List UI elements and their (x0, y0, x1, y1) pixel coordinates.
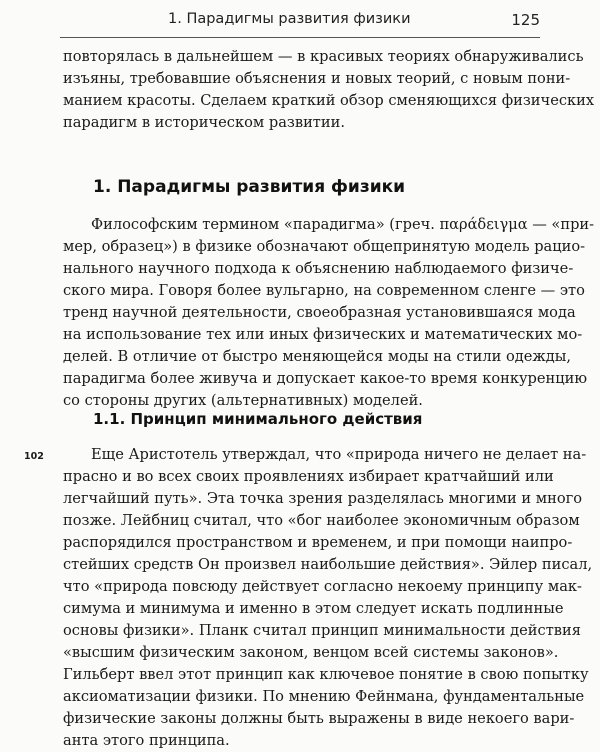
section-heading: 1. Парадигмы развития физики (93, 177, 406, 197)
text-line: симума и минимума и именно в этом следует искать подлинные (63, 600, 564, 617)
text-line: парадигм в историческом развитии. (63, 114, 345, 131)
text-line: на использование тех или иных физических и математических мо- (63, 326, 583, 343)
section-paragraph (63, 214, 595, 412)
text-line: легчайший путь». Эта точка зрения разделялась многими и много (63, 490, 583, 507)
text-line: ского мира. Говоря более вульгарно, на современном сленге — это (63, 282, 585, 299)
subsection-heading: 1.1. Принцип минимального действия (93, 410, 423, 428)
text-line: мер, образец») в физике обозначают общепринятую модель рацио- (63, 238, 586, 255)
text-line: тренд научной деятельности, своеобразная установившаяся мода (63, 304, 576, 321)
text-line: Еще Аристотель утверждал, что «природа ничего не делает на- (91, 446, 587, 463)
text-line: парадигма более живуча и допускает какое-то время конкуренцию (63, 370, 588, 387)
text-line: Гильберт ввел этот принцип как ключевое понятие в свою попытку (63, 666, 589, 683)
running-header (60, 11, 540, 33)
subsection-paragraph (63, 444, 593, 752)
page-number: 125 (511, 11, 540, 29)
text-line: стейших средств Он произвел наибольшие действия». Эйлер писал, (63, 556, 593, 573)
text-line: основы физики». Планк считал принцип минимальности действия (63, 622, 581, 639)
text-line: со стороны других (альтернативных) моделей. (63, 392, 423, 409)
text-line: физические законы должны быть выражены в виде некоего вари- (63, 710, 575, 727)
text-line: распорядился пространством и временем, и при помощи наипро- (63, 534, 573, 551)
text-line: нального научного подхода к объяснению наблюдаемого физиче- (63, 260, 574, 277)
text-line: анта этого принципа. (63, 732, 230, 749)
text-line: аксиоматизации физики. По мнению Фейнмана, фундаментальные (63, 688, 585, 705)
text-line: «высшим физическим законом, венцом всей системы законов». (63, 644, 559, 661)
intro-paragraph (63, 46, 595, 134)
text-line: что «природа повсюду действует согласно некоему принципу мак- (63, 578, 582, 595)
margin-note: 102 (24, 451, 44, 462)
text-line: прасно и во всех своих проявлениях избирает кратчайший или (63, 468, 554, 485)
text-line: манием красоты. Сделаем краткий обзор сменяющихся физических (63, 92, 595, 109)
text-line: изъяны, требовавшие объяснения и новых теорий, с новым пони- (63, 70, 571, 87)
header-rule (60, 37, 540, 38)
text-line: позже. Лейбниц считал, что «бог наиболее экономичным образом (63, 512, 580, 529)
text-line: делей. В отличие от быстро меняющейся моды на стили одежды, (63, 348, 572, 365)
running-title: 1. Парадигмы развития физики (168, 11, 411, 27)
text-line: повторялась в дальнейшем — в красивых теориях обнаруживались (63, 48, 584, 65)
text-line: Философским термином «парадигма» (греч. παράδειγμα — «при- (91, 216, 595, 233)
